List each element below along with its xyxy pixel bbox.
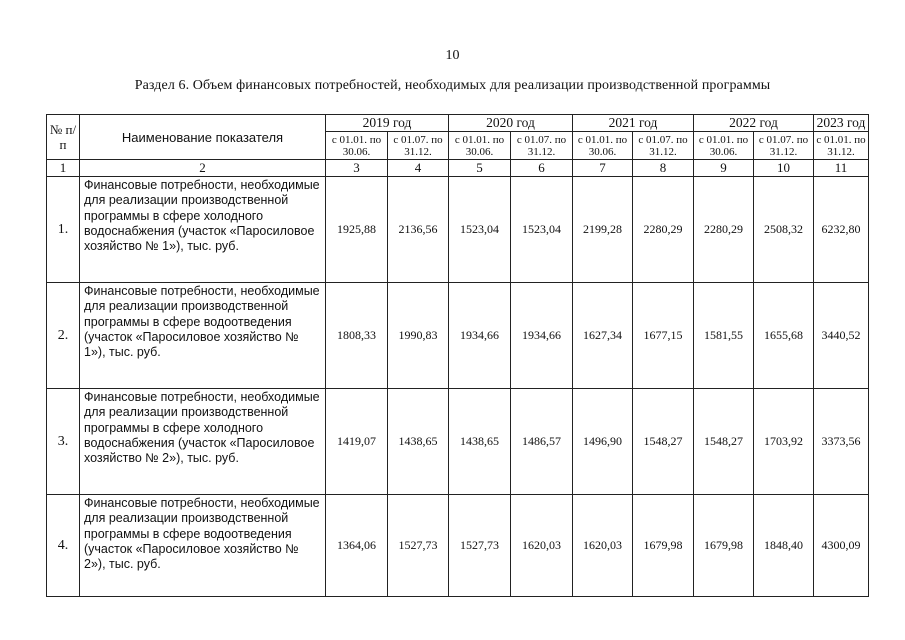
row-number: 4. xyxy=(47,495,80,597)
indicator-name: Финансовые потребности, необходимые для реализации производственной программы в сфере холодного водоснабжения (участок «Паросиловое хозяйство № 1»), тыс. руб. xyxy=(80,177,326,283)
header-year-2020: 2020 год xyxy=(449,115,573,132)
column-index: 6 xyxy=(511,160,573,177)
table-cell: 1627,34 xyxy=(573,283,633,389)
header-period: с 01.01. по 30.06. xyxy=(326,132,388,160)
table-cell: 2508,32 xyxy=(754,177,814,283)
table-cell: 1438,65 xyxy=(388,389,449,495)
column-index: 9 xyxy=(694,160,754,177)
row-number: 2. xyxy=(47,283,80,389)
table-cell: 2280,29 xyxy=(633,177,694,283)
indicator-name: Финансовые потребности, необходимые для реализации производственной программы в сфере водоотведения (участок «Паросиловое хозяйство № 1»), тыс. руб. xyxy=(80,283,326,389)
table-cell: 1925,88 xyxy=(326,177,388,283)
header-period: с 01.07. по 31.12. xyxy=(388,132,449,160)
table-cell: 1808,33 xyxy=(326,283,388,389)
table-cell: 2136,56 xyxy=(388,177,449,283)
table-cell: 1620,03 xyxy=(511,495,573,597)
column-index-row xyxy=(47,160,869,177)
table-cell: 1548,27 xyxy=(633,389,694,495)
table-cell: 1679,98 xyxy=(633,495,694,597)
table-cell: 1523,04 xyxy=(511,177,573,283)
table-cell: 1934,66 xyxy=(449,283,511,389)
table-row xyxy=(47,177,869,283)
table-cell: 1527,73 xyxy=(388,495,449,597)
table-cell: 3373,56 xyxy=(814,389,869,495)
column-index: 3 xyxy=(326,160,388,177)
table-cell: 1527,73 xyxy=(449,495,511,597)
table-cell: 1679,98 xyxy=(694,495,754,597)
table-cell: 1523,04 xyxy=(449,177,511,283)
column-index: 5 xyxy=(449,160,511,177)
page-number: 10 xyxy=(445,48,460,63)
header-period: с 01.01. по 31.12. xyxy=(814,132,869,160)
column-index: 7 xyxy=(573,160,633,177)
column-index: 4 xyxy=(388,160,449,177)
table-cell: 2199,28 xyxy=(573,177,633,283)
table-cell: 1581,55 xyxy=(694,283,754,389)
table-cell: 1990,83 xyxy=(388,283,449,389)
column-index: 11 xyxy=(814,160,869,177)
header-period: с 01.07. по 31.12. xyxy=(633,132,694,160)
table-cell: 1364,06 xyxy=(326,495,388,597)
table-row xyxy=(47,389,869,495)
header-period: с 01.01. по 30.06. xyxy=(449,132,511,160)
header-period: с 01.07. по 31.12. xyxy=(511,132,573,160)
table-cell: 1620,03 xyxy=(573,495,633,597)
table-cell: 3440,52 xyxy=(814,283,869,389)
table-cell: 1677,15 xyxy=(633,283,694,389)
table-cell: 1438,65 xyxy=(449,389,511,495)
column-index: 8 xyxy=(633,160,694,177)
header-period: с 01.01. по 30.06. xyxy=(573,132,633,160)
table-cell: 1848,40 xyxy=(754,495,814,597)
header-name: Наименование показателя xyxy=(80,115,326,160)
indicator-name: Финансовые потребности, необходимые для реализации производственной программы в сфере водоотведения (участок «Паросиловое хозяйство № 2»), тыс. руб. xyxy=(80,495,326,597)
table-cell: 1548,27 xyxy=(694,389,754,495)
financial-needs-table xyxy=(46,114,869,597)
header-period: с 01.01. по 30.06. xyxy=(694,132,754,160)
header-period: с 01.07. по 31.12. xyxy=(754,132,814,160)
header-year-2021: 2021 год xyxy=(573,115,694,132)
table-cell: 1496,90 xyxy=(573,389,633,495)
row-number: 1. xyxy=(47,177,80,283)
table-cell: 6232,80 xyxy=(814,177,869,283)
table-row xyxy=(47,283,869,389)
column-index: 2 xyxy=(80,160,326,177)
column-index: 10 xyxy=(754,160,814,177)
table-cell: 2280,29 xyxy=(694,177,754,283)
section-title: Раздел 6. Объем финансовых потребностей, необходимых для реализации производственной программы xyxy=(134,78,771,93)
table-cell: 1655,68 xyxy=(754,283,814,389)
header-year-2023: 2023 год xyxy=(814,115,869,132)
header-num: № п/п xyxy=(47,115,80,160)
table-row xyxy=(47,495,869,597)
header-year-2022: 2022 год xyxy=(694,115,814,132)
indicator-name: Финансовые потребности, необходимые для реализации производственной программы в сфере холодного водоснабжения (участок «Паросиловое хозяйство № 2»), тыс. руб. xyxy=(80,389,326,495)
table-cell: 1703,92 xyxy=(754,389,814,495)
table-cell: 1486,57 xyxy=(511,389,573,495)
column-index: 1 xyxy=(47,160,80,177)
row-number: 3. xyxy=(47,389,80,495)
table-cell: 4300,09 xyxy=(814,495,869,597)
table-cell: 1419,07 xyxy=(326,389,388,495)
table-cell: 1934,66 xyxy=(511,283,573,389)
header-year-2019: 2019 год xyxy=(326,115,449,132)
